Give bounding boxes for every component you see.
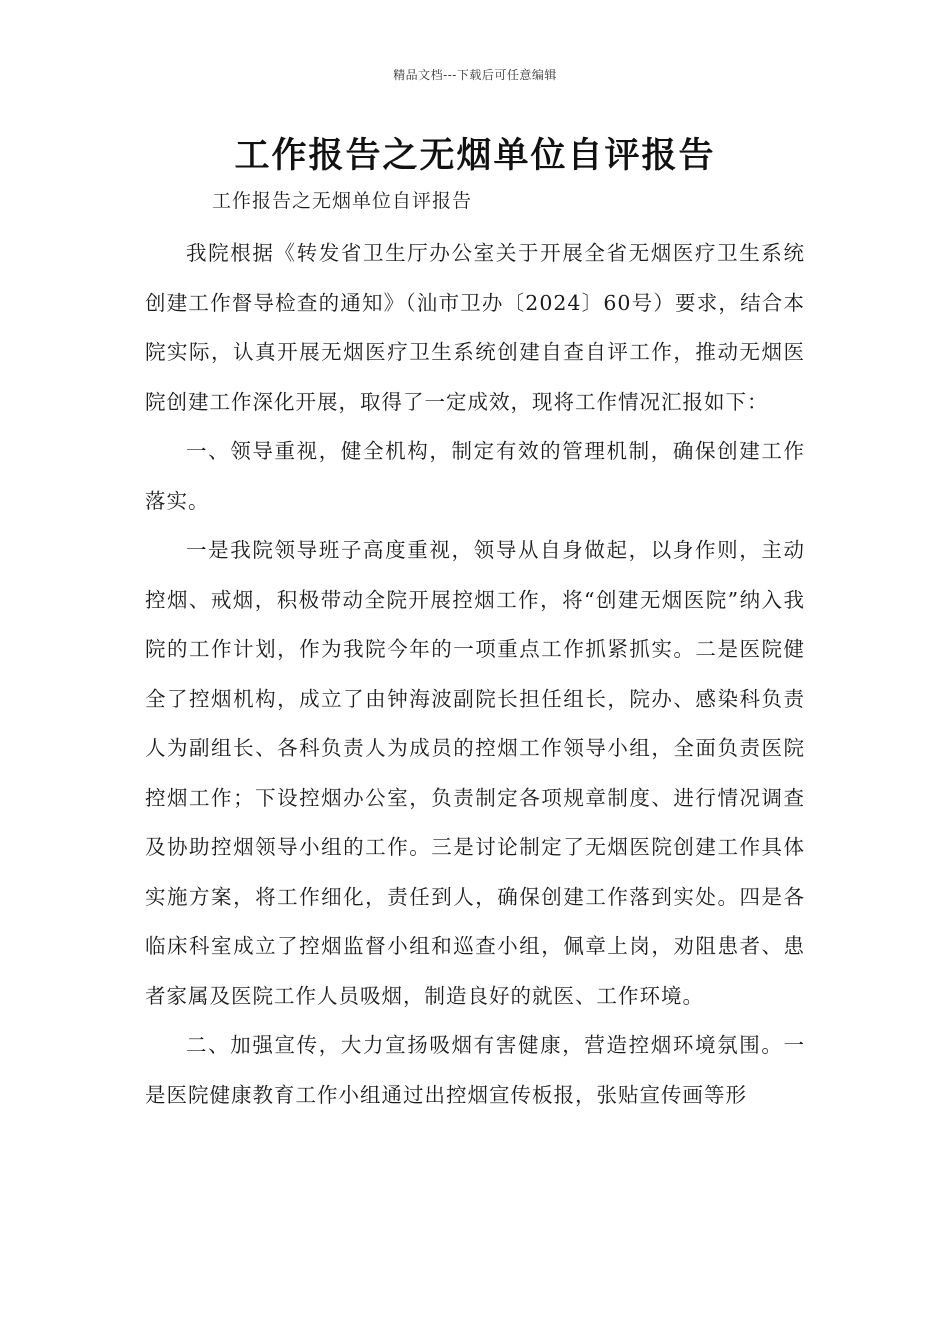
paragraph-section-1-body: 一是我院领导班子高度重视，领导从自身做起，以身作则，主动控烟、戒烟，积极带动全院开展控烟工作，将“创建无烟医院”纳入我院的工作计划，作为我院今年的一项重点工作抓紧抓实。二是医院健全了控烟机构，成立了由钟海波副院长担任组长，院办、感染科负责人为副组长、各科负责人为成员的控烟工作领导小组，全面负责医院控烟工作；下设控烟办公室，负责制定各项规章制度、进行情况调查及协助控烟领导小组的工作。三是讨论制定了无烟医院创建工作具体实施方案，将工作细化，责任到人，确保创建工作落到实处。四是各临床科室成立了控烟监督小组和巡查小组，佩章上岗，劝阻患者、患者家属及医院工作人员吸烟，制造良好的就医、工作环境。 bbox=[145, 538, 805, 1008]
header-note: 精品文档---下载后可任意编辑 bbox=[393, 68, 557, 82]
paragraph-section-2: 二、加强宣传，大力宣扬吸烟有害健康，营造控烟环境氛围。一是医院健康教育工作小组通过出控烟宣传板报，张贴宣传画等形 bbox=[145, 1033, 805, 1107]
document-body bbox=[145, 229, 805, 1120]
paragraph-section-1-heading: 一、领导重视，健全机构，制定有效的管理机制，确保创建工作落实。 bbox=[145, 439, 805, 513]
paragraph-intro: 我院根据《转发省卫生厅办公室关于开展全省无烟医疗卫生系统创建工作督导检查的通知》（汕市卫办〔2024〕60号）要求，结合本院实际，认真开展无烟医疗卫生系统创建自查自评工作，推动无烟医院创建工作深化开展，取得了一定成效，现将工作情况汇报如下： bbox=[145, 241, 805, 414]
document-title: 工作报告之无烟单位自评报告 bbox=[234, 135, 716, 176]
document-subtitle: 工作报告之无烟单位自评报告 bbox=[212, 190, 473, 212]
